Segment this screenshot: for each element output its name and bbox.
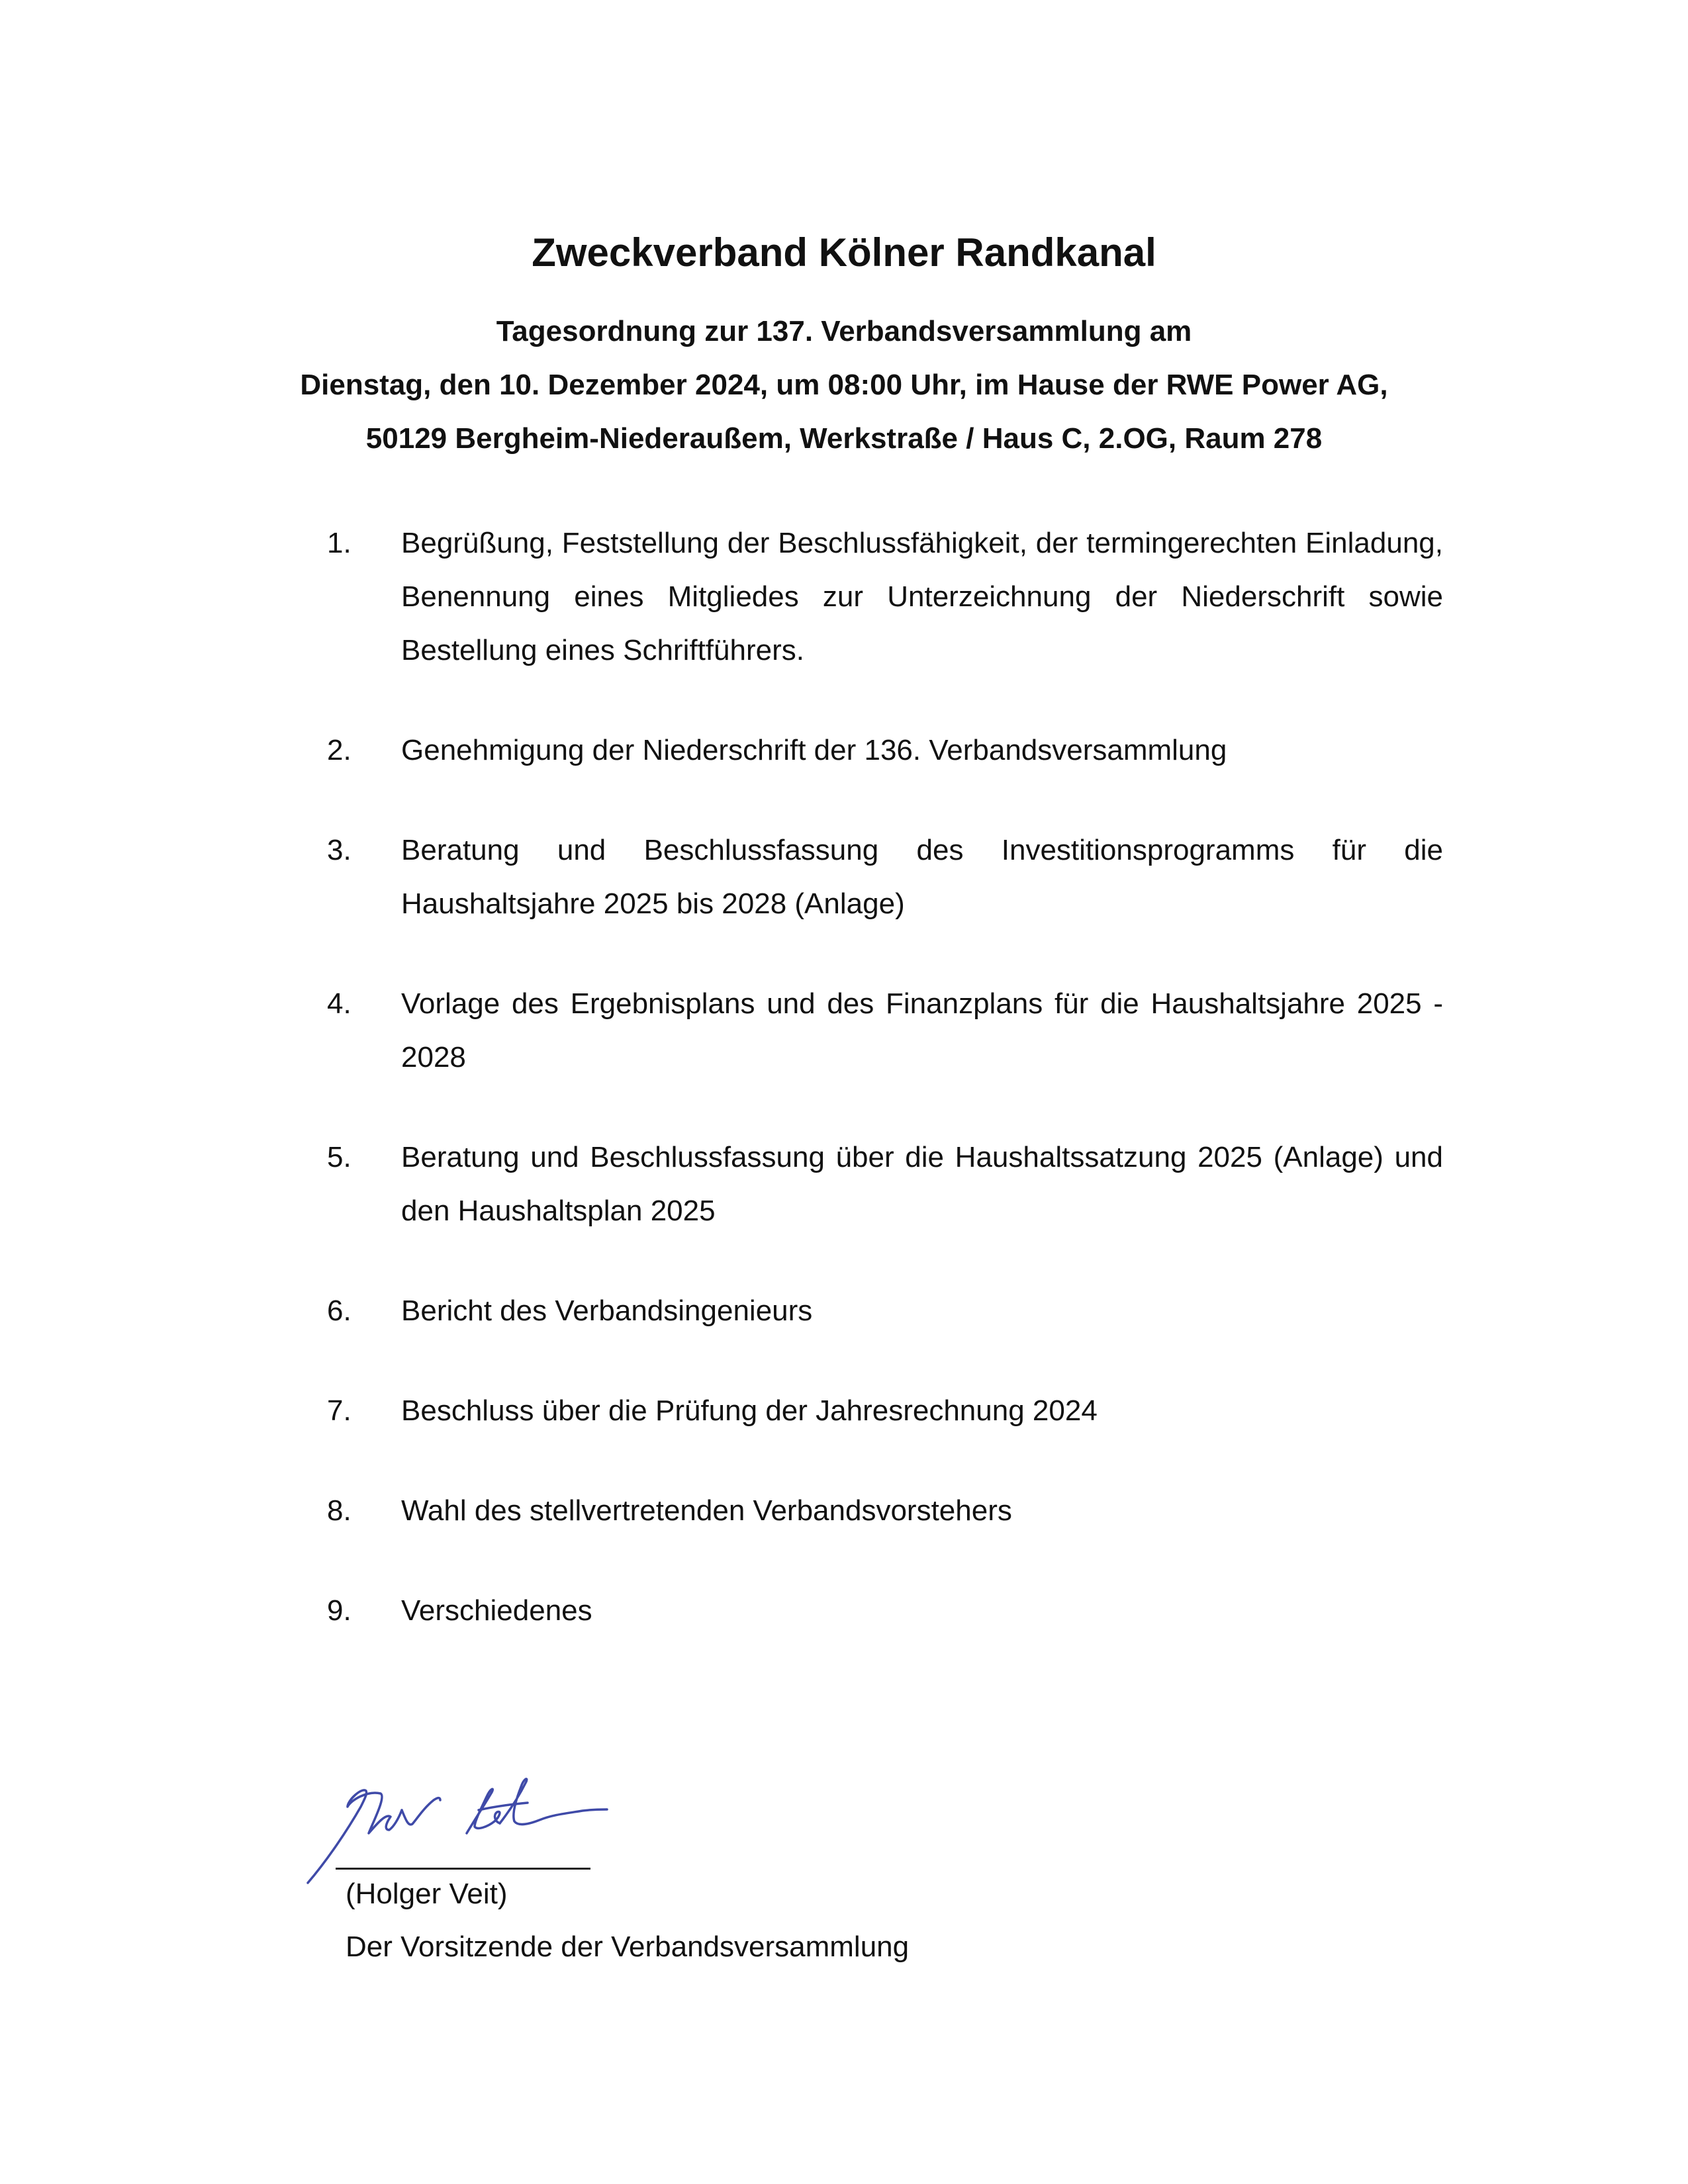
- agenda-list: [327, 516, 1443, 1684]
- document-title: Zweckverband Kölner Randkanal: [532, 230, 1156, 275]
- signer-block: [346, 1868, 909, 1974]
- agenda-item-number: 5.: [327, 1141, 352, 1173]
- agenda-item-text: Begrüßung, Feststellung der Beschlussfähigkeit, der termingerechten Einladung, Benennung eines Mitgliedes zur Unterzeichnung der Niederschrift sowie Bestellung eines Schriftführers.: [401, 527, 1443, 666]
- meeting-details: [0, 304, 1688, 465]
- agenda-item-text: Bericht des Verbandsingenieurs: [401, 1295, 813, 1327]
- agenda-item: [327, 1584, 1443, 1637]
- agenda-item: [327, 977, 1443, 1084]
- agenda-item: [327, 1484, 1443, 1537]
- signature-stroke: [467, 1789, 500, 1833]
- agenda-item: [327, 516, 1443, 677]
- agenda-item-text: Vorlage des Ergebnisplans und des Finanzplans für die Haushaltsjahre 2025 - 2028: [401, 987, 1443, 1073]
- agenda-item-number: 6.: [327, 1295, 352, 1327]
- agenda-item-number: 8.: [327, 1494, 352, 1527]
- meeting-date-time: Dienstag, den 10. Dezember 2024, um 08:00 Uhr, im Hause der RWE Power AG,: [300, 369, 1388, 401]
- signature-stroke: [500, 1779, 607, 1825]
- agenda-item-text: Beratung und Beschlussfassung des Investitionsprogramms für die Haushaltsjahre 2025 bis 2028 (Anlage): [401, 834, 1443, 920]
- agenda-item-text: Wahl des stellvertretenden Verbandsvorstehers: [401, 1494, 1012, 1527]
- agenda-item-number: 3.: [327, 834, 352, 866]
- agenda-item-text: Beschluss über die Prüfung der Jahresrechnung 2024: [401, 1394, 1098, 1427]
- meeting-location: 50129 Bergheim-Niederaußem, Werkstraße / Haus C, 2.OG, Raum 278: [365, 422, 1323, 455]
- agenda-item-text: Genehmigung der Niederschrift der 136. Verbandsversammlung: [401, 734, 1227, 766]
- agenda-item: [327, 1384, 1443, 1437]
- agenda-item-text: Verschiedenes: [401, 1594, 592, 1627]
- signature-stroke: [402, 1798, 440, 1825]
- agenda-item: [327, 1130, 1443, 1238]
- agenda-item-number: 9.: [327, 1594, 352, 1627]
- meeting-heading: Tagesordnung zur 137. Verbandsversammlung am: [496, 315, 1192, 347]
- agenda-item: [327, 1284, 1443, 1338]
- agenda-item: [327, 723, 1443, 777]
- agenda-item-number: 7.: [327, 1394, 352, 1427]
- agenda-item-text: Beratung und Beschlussfassung über die Haushaltssatzung 2025 (Anlage) und den Haushaltsplan 2025: [401, 1141, 1443, 1227]
- agenda-item-number: 4.: [327, 987, 352, 1020]
- signer-name: (Holger Veit): [346, 1878, 508, 1910]
- agenda-item-number: 1.: [327, 527, 352, 559]
- agenda-item: [327, 823, 1443, 931]
- signer-role: Der Vorsitzende der Verbandsversammlung: [346, 1931, 910, 1963]
- agenda-item-number: 2.: [327, 734, 352, 766]
